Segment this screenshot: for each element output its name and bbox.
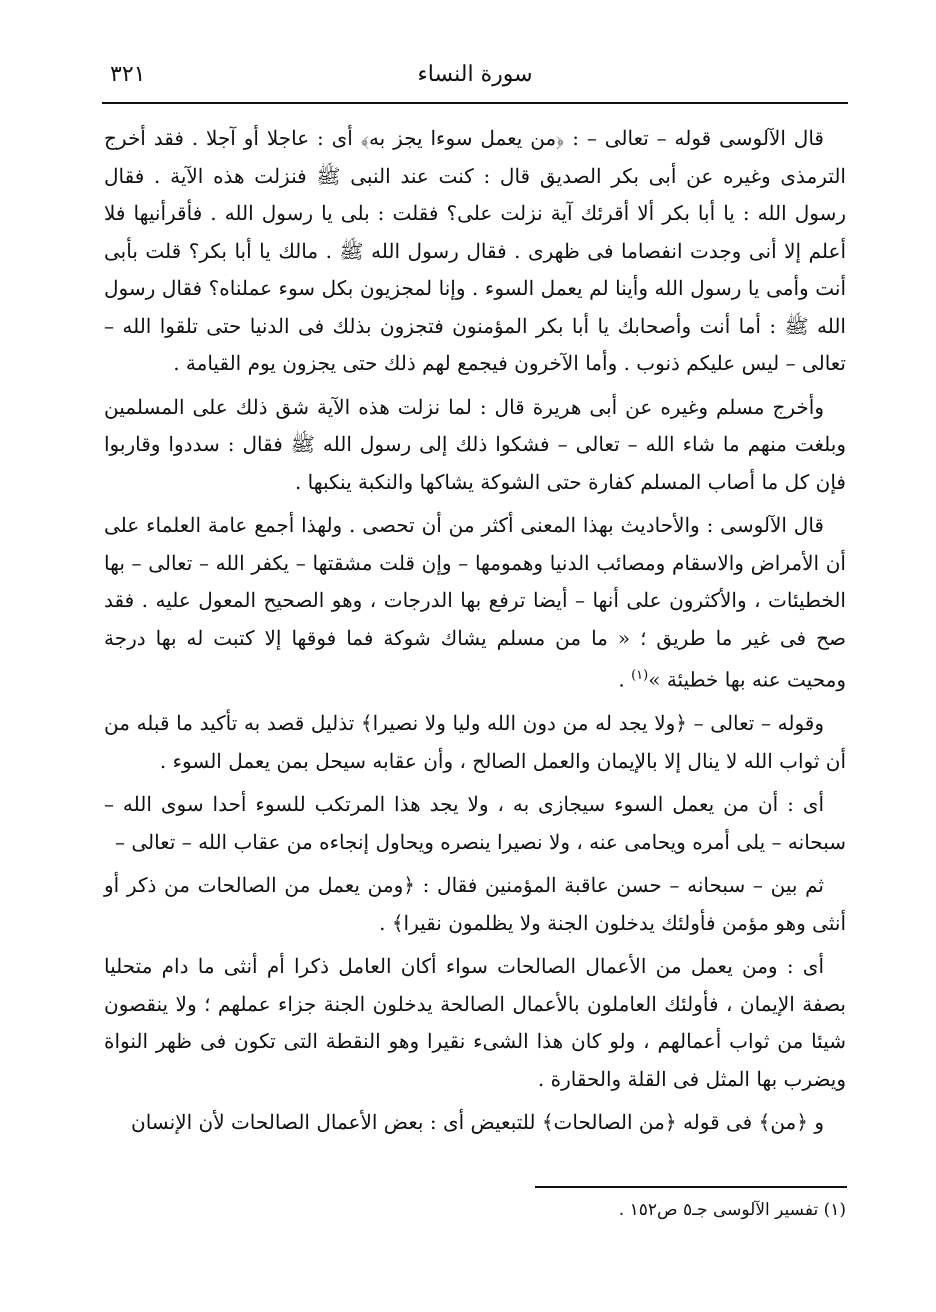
paragraph: و ﴿من﴾ فى قوله ﴿من الصالحات﴾ للتبعيض أى : بعض الأعمال الصالحات لأن الإنسان bbox=[131, 1110, 824, 1135]
paragraph: وقوله – تعالى – ﴿ولا يجد له من دون الله وليا ولا نصيرا﴾ تذليل قصد به تأكيد ما قبله من أن ثواب الله لا ينال إلا بالإيمان والعمل الصالح ، وأن عقابه سيحل بمن يعمل السوء . bbox=[104, 711, 846, 773]
paragraph bbox=[104, 507, 846, 699]
paragraph: ثم بين – سبحانه – حسن عاقبة المؤمنين فقال : ﴿ومن يعمل من الصالحات من ذكر أو أنثى وهو مؤمن فأولئك يدخلون الجنة ولا يظلمون نقيرا﴾ . bbox=[104, 873, 846, 935]
page-title: سورة النساء bbox=[417, 62, 533, 87]
paragraph: أى : أن من يعمل السوء سيجازى به ، ولا يجد هذا المرتكب للسوء أحدا سوى الله – سبحانه – يلى أمره ويحامى عنه ، ولا نصيرا ينصره ويحاول إنجاءه من عقاب الله – تعالى – bbox=[104, 792, 846, 854]
page-header bbox=[104, 58, 846, 102]
paragraph: أى : ومن يعمل من الأعمال الصالحات سواء أكان العامل ذكرا أم أنثى ما دام متحليا بصفة الإيمان ، فأولئك العاملون بالأعمال الصالحة يدخلون الجنة جزاء عملهم ؛ ولا ينقصون شيئا من ثواب أعمالهم ، ولو كان هذا الشىء نقيرا وهو النقطة التى تكون فى ظهر النواة ويضرب بها المثل فى القلة والحقارة . bbox=[104, 954, 846, 1091]
paragraph: قال الآلوسى قوله – تعالى – : ﴿من يعمل سوءا يجز به﴾ أى : عاجلا أو آجلا . فقد أخرج الترمذى وغيره عن أبى بكر الصديق قال : كنت عند النبى ﷺ فنزلت هذه الآية . فقال رسول الله : يا أبا بكر ألا أقرئك آية نزلت على؟ فقلت : بلى يا رسول الله . فأقرأنيها فلا أعلم إلا أنى وجدت انفصاما فى ظهرى . فقال رسول الله ﷺ . مالك يا أبا بكر؟ قلت بأبى أنت وأمى يا رسول الله وأينا لم يعمل السوء . وإنا لمجزيون بكل سوء عملناه؟ فقال رسول الله ﷺ : أما أنت وأصحابك يا أبا بكر المؤمنون فتجزون بذلك فى الدنيا حتى تلقوا الله – تعالى – ليس عليكم ذنوب . وأما الآخرون فيجمع لهم ذلك حتى يجزون يوم القيامة . bbox=[104, 126, 846, 375]
page-number: ٣٢١ bbox=[110, 62, 146, 87]
footnote-rule bbox=[535, 1186, 847, 1188]
paragraph: وأخرج مسلم وغيره عن أبى هريرة قال : لما نزلت هذه الآية شق ذلك على المسلمين وبلغت منهم ما شاء الله – تعالى – فشكوا ذلك إلى رسول الله ﷺ فقال : سددوا وقاربوا فإن كل ما أصاب المسلم كفارة حتى الشوكة يشاكها والنكبة ينكبها . bbox=[104, 394, 846, 494]
footnote-reference[interactable]: (١) bbox=[631, 668, 649, 683]
paragraph-text: قال الآلوسى : والأحاديث بهذا المعنى أكثر من أن تحصى . ولهذا أجمع عامة العلماء على أن الأمراض والاسقام ومصائب الدنيا وهمومها – وإن قلت مشقتها – يكفر الله – تعالى – بها الخطيئات ، والأكثرون على أنها – أيضا ترفع بها الدرجات ، وهو الصحيح المعول عليه . فقد صح فى غير ما طريق ؛ « ما من مسلم يشاك شوكة فما فوقها إلا كتبت له بها درجة ومحيت عنه بها خطيئة » bbox=[104, 513, 846, 692]
paragraph-end: . bbox=[618, 667, 632, 692]
footnote: (١) تفسير الآلوسى جـ٥ ص١٥٢ . bbox=[618, 1200, 846, 1220]
page-body bbox=[104, 120, 846, 1148]
header-rule bbox=[102, 102, 848, 104]
